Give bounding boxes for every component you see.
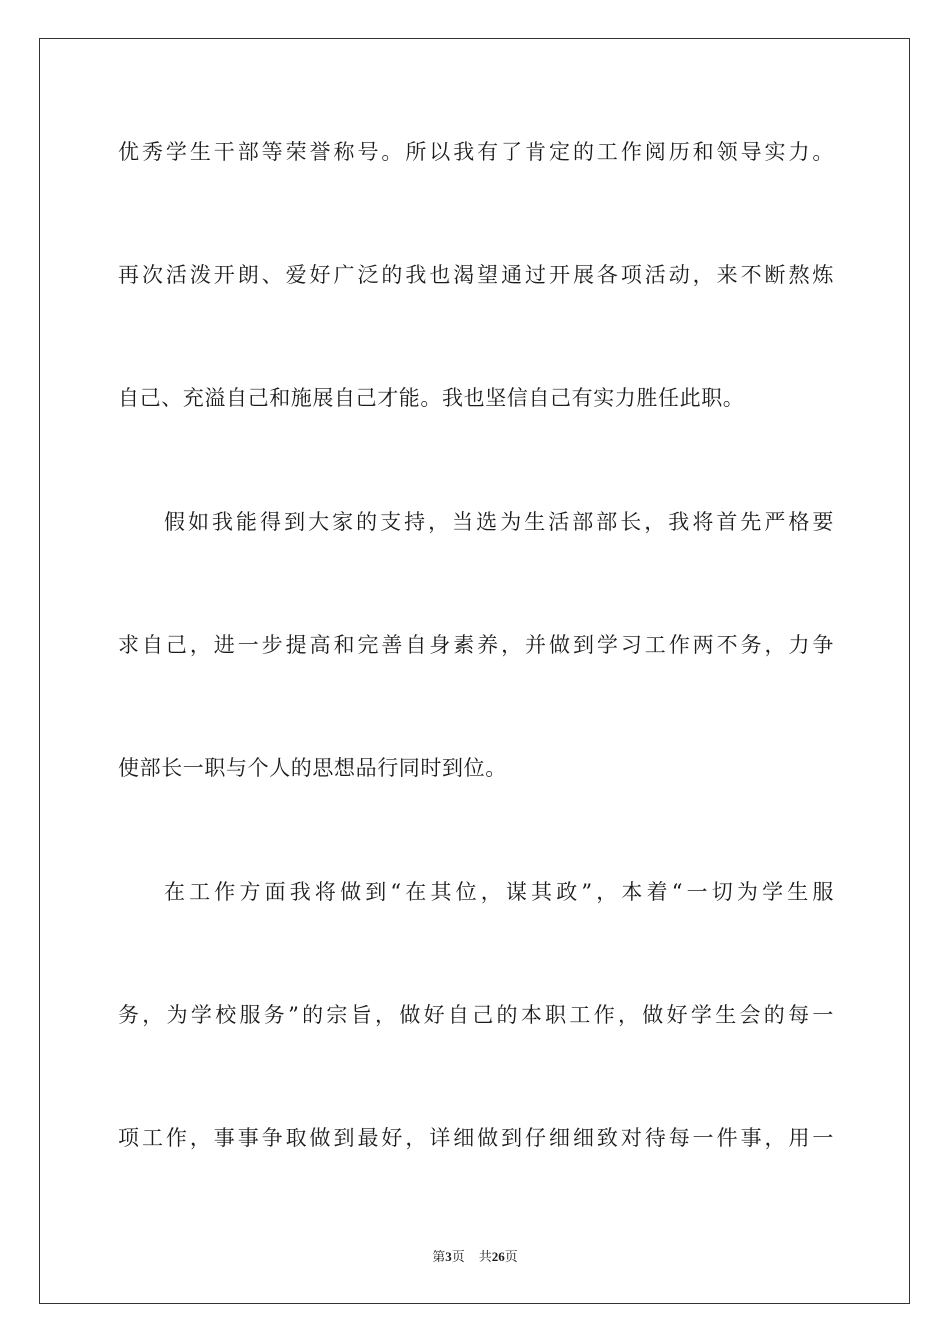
- total-prefix: 共: [478, 1250, 492, 1265]
- text-line: 务，为学校服务”的宗旨，做好自己的本职工作，做好学生会的每一: [118, 1003, 834, 1027]
- text-line: 再次活泼开朗、爱好广泛的我也渴望通过开展各项活动，来不断熬炼: [118, 263, 834, 287]
- total-pages: 26: [491, 1249, 505, 1264]
- text-line: 自己、充溢自己和施展自己才能。我也坚信自己有实力胜任此职。: [118, 386, 745, 410]
- total-suffix: 页: [504, 1250, 518, 1265]
- paragraph-start-line: 在工作方面我将做到“在其位，谋其政”，本着“一切为学生服: [164, 880, 834, 904]
- page-border: [39, 38, 910, 1304]
- page-prefix: 第: [432, 1250, 446, 1265]
- text-line: 项工作，事事争取做到最好，详细做到仔细细致对待每一件事，用一: [118, 1126, 834, 1150]
- text-line: 使部长一职与个人的思想品行同时到位。: [118, 756, 507, 780]
- page-number: 3: [445, 1249, 452, 1264]
- page-suffix: 页: [451, 1250, 465, 1265]
- text-line: 优秀学生干部等荣誉称号。所以我有了肯定的工作阅历和领导实力。: [118, 140, 834, 164]
- text-line: 求自己，进一步提高和完善自身素养，并做到学习工作两不务，力争: [118, 633, 834, 657]
- page-footer: [0, 1248, 950, 1267]
- paragraph-start-line: 假如我能得到大家的支持，当选为生活部部长，我将首先严格要: [164, 510, 834, 534]
